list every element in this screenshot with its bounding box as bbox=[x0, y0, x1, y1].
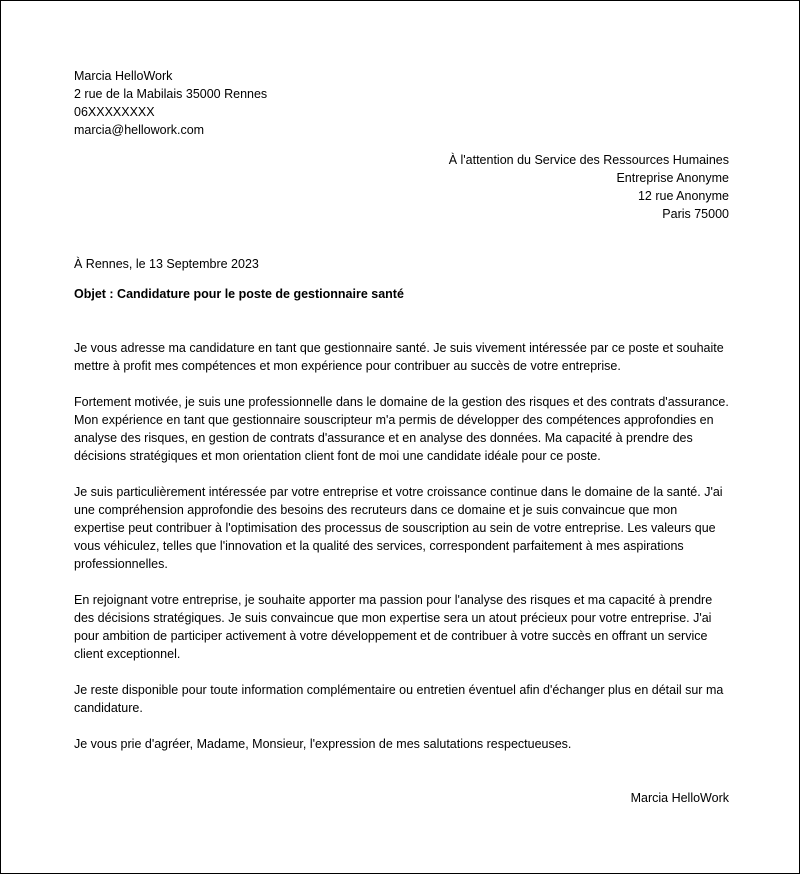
sender-address: 2 rue de la Mabilais 35000 Rennes bbox=[74, 87, 268, 101]
letter-content bbox=[74, 67, 729, 807]
recipient-attention: À l'attention du Service des Ressources Humaines bbox=[448, 153, 729, 167]
sender-name: Marcia HelloWork bbox=[74, 69, 173, 83]
subject-line: Objet : Candidature pour le poste de gestionnaire santé bbox=[74, 287, 404, 301]
date-line: À Rennes, le 13 Septembre 2023 bbox=[74, 257, 259, 271]
body-paragraph: Je vous adresse ma candidature en tant que gestionnaire santé. Je suis vivement intéressée par ce poste et souhaite mettre à profit mes compétences et mon expérience pour contribuer au succès de votre entreprise. bbox=[74, 341, 724, 373]
recipient-city: Paris 75000 bbox=[662, 207, 729, 221]
sender-block bbox=[74, 67, 729, 139]
recipient-street: 12 rue Anonyme bbox=[637, 189, 729, 203]
letter-body bbox=[74, 339, 729, 753]
sender-email: marcia@hellowork.com bbox=[74, 123, 205, 137]
recipient-block bbox=[74, 151, 729, 223]
sender-phone: 06XXXXXXXX bbox=[74, 105, 155, 119]
recipient-company: Entreprise Anonyme bbox=[616, 171, 729, 185]
body-paragraph: Je reste disponible pour toute information complémentaire ou entretien éventuel afin d'échanger plus en détail sur ma candidature. bbox=[74, 683, 724, 715]
body-paragraph: Je suis particulièrement intéressée par votre entreprise et votre croissance continue dans le domaine de la santé. J'ai une compréhension approfondie des besoins des recruteurs dans ce domaine et je suis convaincue que mon expertise peut contribuer à l'optimisation des processus de souscription au sein de votre entreprise. Les valeurs que vous véhiculez, telles que l'innovation et la qualité des services, correspondent parfaitement à mes aspirations professionnelles. bbox=[74, 485, 723, 571]
signature: Marcia HelloWork bbox=[630, 791, 729, 805]
body-paragraph: En rejoignant votre entreprise, je souhaite apporter ma passion pour l'analyse des risques et ma capacité à prendre des décisions stratégiques. Je suis convaincue que mon expertise sera un atout précieux pour votre entreprise. J'ai pour ambition de participer activement à votre développement et de contribuer à votre succès en offrant un service client exceptionnel. bbox=[74, 593, 713, 661]
closing-paragraph: Je vous prie d'agréer, Madame, Monsieur, l'expression de mes salutations respectueuses. bbox=[74, 737, 572, 751]
body-paragraph: Fortement motivée, je suis une professionnelle dans le domaine de la gestion des risques et des contrats d'assurance. Mon expérience en tant que gestionnaire souscripteur m'a permis de développer des compétences approfondies en analyse des risques, en gestion de contrats d'assurance et en analyse des données. Ma capacité à prendre des décisions stratégiques et mon orientation client font de moi une candidate idéale pour ce poste. bbox=[74, 395, 729, 463]
